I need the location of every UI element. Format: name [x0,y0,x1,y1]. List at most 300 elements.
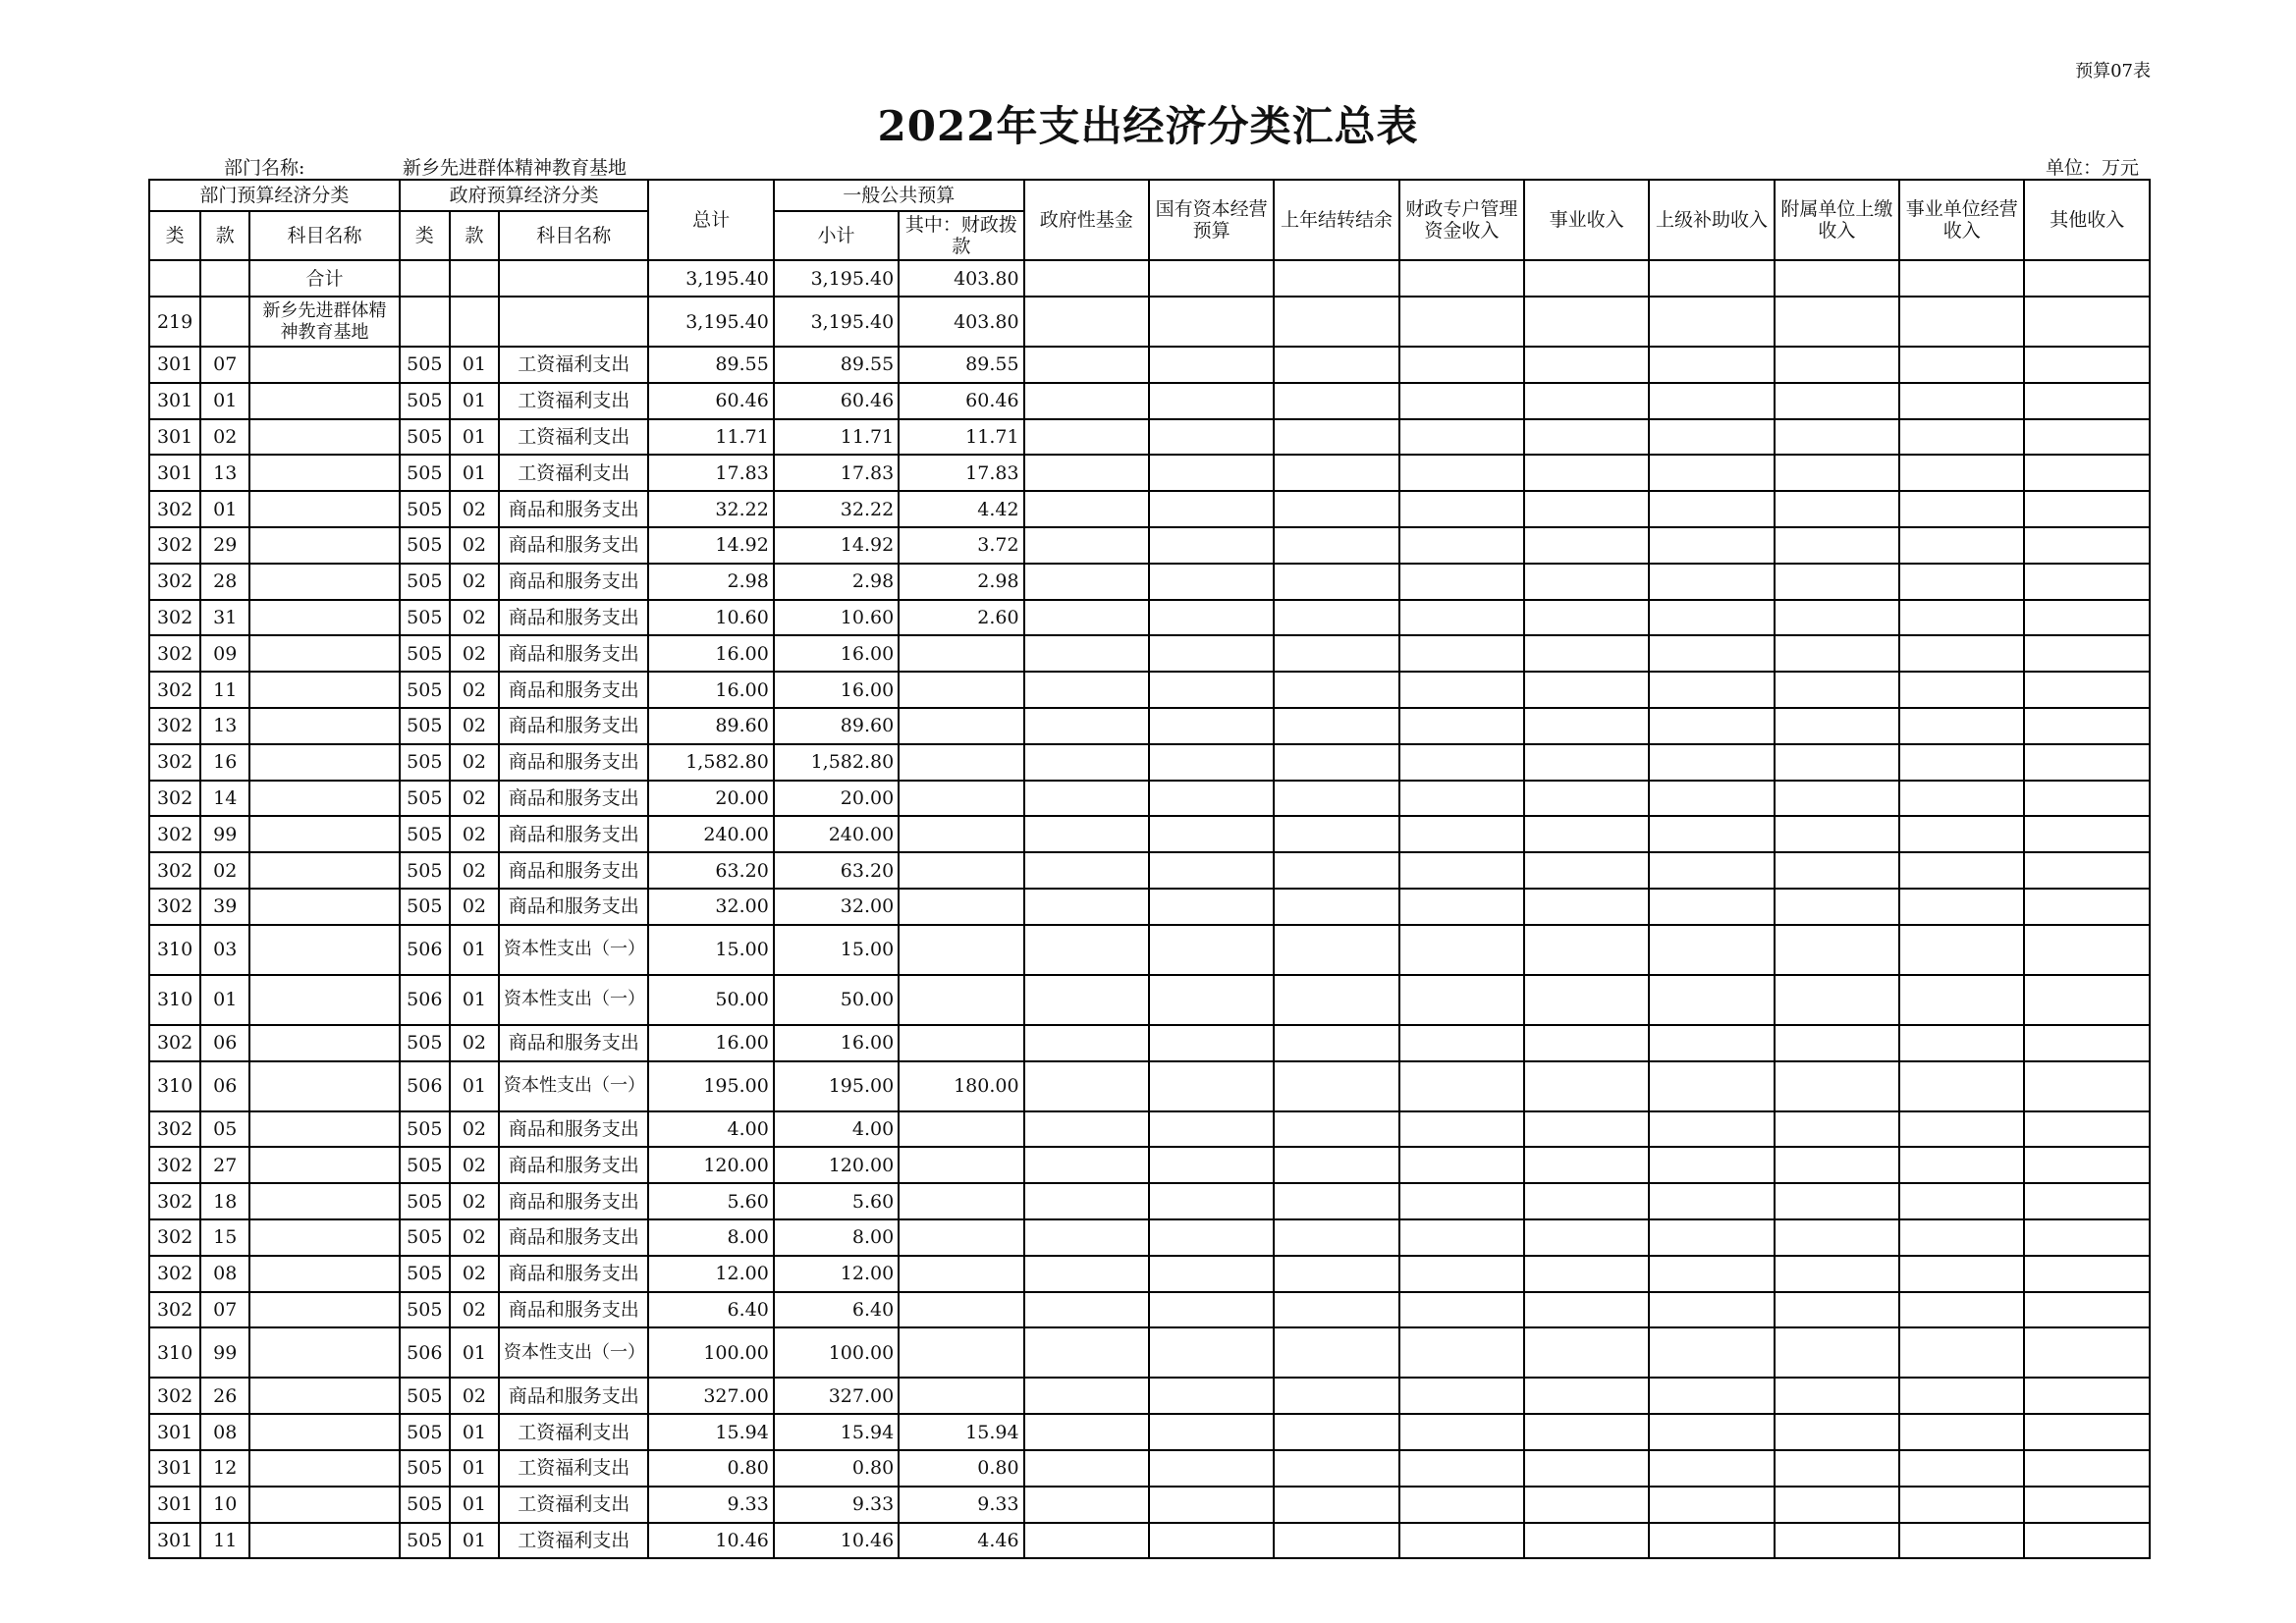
empty-cell [1649,1025,1774,1061]
table-row [149,564,2150,600]
empty-cell [1899,1487,2024,1523]
empty-cell [2024,1111,2150,1148]
row-total: 4.00 [648,1111,773,1148]
header-fiscal-allocation: 其中：财政拨款 [899,211,1023,260]
empty-cell [1775,1256,1899,1292]
empty-cell [1274,1414,1398,1450]
empty-cell [1149,672,1274,708]
empty-cell [2024,1450,2150,1487]
table-row [149,708,2150,744]
unit-subtotal: 3,195.40 [774,297,899,347]
row-total: 89.60 [648,708,773,744]
row-gov-kuan: 02 [450,1183,499,1219]
empty-cell [1149,744,1274,781]
empty-cell [1899,975,2024,1025]
empty-cell [1399,816,1524,852]
empty-cell [1649,419,1774,456]
row-lei: 302 [149,1147,200,1183]
row-gov-item-name: 商品和服务支出 [499,1183,648,1219]
row-gov-kuan: 01 [450,419,499,456]
empty-cell [1899,635,2024,672]
row-gov-item-name: 资本性支出（一） [499,1061,648,1111]
header-gov-item-name: 科目名称 [499,211,648,260]
empty-cell [1775,635,1899,672]
row-fiscal [899,672,1023,708]
row-item-name [249,1111,399,1148]
row-gov-kuan: 01 [450,1487,499,1523]
row-fiscal: 2.60 [899,600,1023,636]
row-kuan: 11 [200,672,249,708]
empty-cell [1524,975,1649,1025]
empty-cell [1274,708,1398,744]
row-fiscal [899,1183,1023,1219]
empty-cell [1274,1292,1398,1328]
row-fiscal: 180.00 [899,1061,1023,1111]
row-total: 32.22 [648,491,773,527]
empty-cell [1775,600,1899,636]
empty-cell [1899,1025,2024,1061]
row-total: 10.46 [648,1523,773,1559]
row-item-name [249,781,399,817]
empty-cell [1024,1256,1149,1292]
row-gov-lei: 505 [400,1378,450,1414]
row-fiscal [899,889,1023,925]
row-subtotal: 100.00 [774,1327,899,1378]
empty-cell [1775,527,1899,564]
row-kuan: 08 [200,1414,249,1450]
row-gov-kuan: 02 [450,781,499,817]
empty-cell [1274,975,1398,1025]
row-item-name [249,527,399,564]
empty-cell [1524,1183,1649,1219]
header-total: 总计 [648,180,773,260]
empty-cell [1399,1414,1524,1450]
row-gov-kuan: 01 [450,1414,499,1450]
table-row [149,1327,2150,1378]
empty-cell [1899,1292,2024,1328]
empty-cell [1149,1292,1274,1328]
empty-cell [1149,491,1274,527]
table-row [149,744,2150,781]
row-gov-kuan: 02 [450,708,499,744]
empty-cell [1024,1111,1149,1148]
row-total: 0.80 [648,1450,773,1487]
empty-cell [1899,455,2024,491]
row-kuan: 03 [200,925,249,975]
row-item-name [249,564,399,600]
row-fiscal: 0.80 [899,1450,1023,1487]
empty-cell [1399,1378,1524,1414]
row-kuan: 05 [200,1111,249,1148]
empty-cell [1399,527,1524,564]
empty-cell [1524,744,1649,781]
row-gov-item-name: 商品和服务支出 [499,1292,648,1328]
row-item-name [249,1414,399,1450]
unit-label: 单位：万元 [2045,157,2139,179]
row-subtotal: 1,582.80 [774,744,899,781]
row-subtotal: 16.00 [774,672,899,708]
empty-cell [1899,852,2024,889]
row-gov-lei: 505 [400,564,450,600]
form-number: 预算07表 [2075,61,2151,81]
empty-cell [1024,383,1149,419]
empty-cell [1024,1061,1149,1111]
empty-cell [1024,852,1149,889]
header-subtotal: 小计 [774,211,899,260]
row-gov-lei: 505 [400,491,450,527]
row-fiscal [899,1327,1023,1378]
row-gov-lei: 505 [400,852,450,889]
summary-row [149,260,2150,297]
row-lei: 302 [149,889,200,925]
row-gov-lei: 505 [400,1414,450,1450]
row-gov-kuan: 02 [450,744,499,781]
empty-cell [1649,925,1774,975]
empty-cell [1274,1111,1398,1148]
row-item-name [249,1183,399,1219]
row-gov-kuan: 02 [450,491,499,527]
empty-cell [1649,744,1774,781]
row-gov-lei: 505 [400,1025,450,1061]
empty-cell [1274,635,1398,672]
empty-cell [1024,419,1149,456]
row-gov-lei: 505 [400,889,450,925]
empty-cell [1775,1183,1899,1219]
empty-cell [1149,419,1274,456]
empty-cell [1274,889,1398,925]
row-kuan: 12 [200,1450,249,1487]
empty-cell [2024,1061,2150,1111]
header-item-name: 科目名称 [249,211,399,260]
unit-name: 新乡先进群体精神教育基地 [249,297,399,347]
empty-cell [1024,1219,1149,1256]
row-gov-lei: 505 [400,708,450,744]
table-row [149,527,2150,564]
row-subtotal: 89.60 [774,708,899,744]
row-subtotal: 15.94 [774,1414,899,1450]
empty-cell [2024,1219,2150,1256]
row-total: 63.20 [648,852,773,889]
row-gov-item-name: 商品和服务支出 [499,781,648,817]
row-gov-item-name: 商品和服务支出 [499,1147,648,1183]
table-row [149,455,2150,491]
row-total: 100.00 [648,1327,773,1378]
row-gov-lei: 505 [400,1111,450,1148]
empty-cell [1524,1147,1649,1183]
empty-cell [1775,852,1899,889]
row-item-name [249,1378,399,1414]
row-lei: 302 [149,1111,200,1148]
empty-cell [1775,1292,1899,1328]
row-kuan: 39 [200,889,249,925]
empty-cell [1024,1414,1149,1450]
empty-cell [1775,1025,1899,1061]
row-kuan: 27 [200,1147,249,1183]
row-item-name [249,672,399,708]
row-gov-item-name: 商品和服务支出 [499,889,648,925]
row-total: 16.00 [648,672,773,708]
empty-cell [1899,1147,2024,1183]
row-lei: 301 [149,455,200,491]
empty-cell [1149,383,1274,419]
row-gov-item-name: 工资福利支出 [499,1414,648,1450]
row-item-name [249,889,399,925]
empty-cell [1899,564,2024,600]
row-gov-item-name: 商品和服务支出 [499,672,648,708]
header-superior-subsidy: 上级补助收入 [1649,180,1774,260]
row-kuan: 29 [200,527,249,564]
empty-cell [1649,383,1774,419]
empty-cell [1524,781,1649,817]
row-gov-lei: 505 [400,527,450,564]
row-gov-lei: 505 [400,347,450,383]
header-dept-class: 部门预算经济分类 [149,180,400,211]
empty-cell [1899,383,2024,419]
row-fiscal [899,1378,1023,1414]
table-row [149,635,2150,672]
row-fiscal [899,975,1023,1025]
empty-cell [1274,744,1398,781]
empty-cell [1899,1327,2024,1378]
empty-cell [1024,527,1149,564]
empty-cell [2024,1256,2150,1292]
row-lei: 301 [149,383,200,419]
summary-subtotal: 3,195.40 [774,260,899,297]
empty-cell [1524,1025,1649,1061]
row-gov-lei: 505 [400,635,450,672]
row-kuan: 10 [200,1487,249,1523]
empty-cell [1274,1025,1398,1061]
empty-cell [1649,1450,1774,1487]
row-lei: 302 [149,1183,200,1219]
row-fiscal [899,781,1023,817]
row-lei: 302 [149,1025,200,1061]
row-kuan: 06 [200,1061,249,1111]
empty-cell [1149,1414,1274,1450]
empty-cell [1149,1378,1274,1414]
row-fiscal [899,1219,1023,1256]
empty-cell [2024,600,2150,636]
row-fiscal: 60.46 [899,383,1023,419]
empty-cell [1899,672,2024,708]
empty-cell [1274,1523,1398,1559]
row-subtotal: 15.00 [774,925,899,975]
row-gov-kuan: 02 [450,672,499,708]
empty-cell [1274,1183,1398,1219]
row-subtotal: 10.60 [774,600,899,636]
row-kuan: 26 [200,1378,249,1414]
empty-cell [1399,925,1524,975]
empty-cell [1399,975,1524,1025]
empty-cell [1399,1487,1524,1523]
summary-name: 合计 [249,260,399,297]
row-gov-kuan: 02 [450,564,499,600]
empty-cell [1775,383,1899,419]
empty-cell [1399,1450,1524,1487]
empty-cell [2024,1523,2150,1559]
row-kuan: 02 [200,419,249,456]
empty-cell [1524,1061,1649,1111]
empty-cell [1274,672,1398,708]
empty-cell [1649,672,1774,708]
table-row [149,1414,2150,1450]
empty-cell [1899,1450,2024,1487]
empty-cell [1524,491,1649,527]
row-gov-item-name: 商品和服务支出 [499,852,648,889]
row-lei: 302 [149,564,200,600]
empty-cell [1775,1111,1899,1148]
row-gov-kuan: 02 [450,1378,499,1414]
row-gov-lei: 505 [400,781,450,817]
empty-cell [1399,1025,1524,1061]
empty-cell [1899,1183,2024,1219]
empty-cell [1775,1414,1899,1450]
header-fiscal-special: 财政专户管理资金收入 [1399,180,1524,260]
empty-cell [1399,491,1524,527]
empty-cell [1399,1256,1524,1292]
row-total: 8.00 [648,1219,773,1256]
row-item-name [249,455,399,491]
row-total: 327.00 [648,1378,773,1414]
row-fiscal [899,744,1023,781]
empty-cell [1024,1327,1149,1378]
empty-cell [2024,781,2150,817]
row-fiscal: 9.33 [899,1487,1023,1523]
empty-cell [1149,1256,1274,1292]
empty-cell [1149,1450,1274,1487]
table-row [149,1111,2150,1148]
empty-cell [1274,1147,1398,1183]
empty-cell [1024,1523,1149,1559]
empty-cell [1274,1327,1398,1378]
row-lei: 302 [149,527,200,564]
empty-cell [2024,889,2150,925]
row-item-name [249,635,399,672]
row-total: 240.00 [648,816,773,852]
row-subtotal: 9.33 [774,1487,899,1523]
header-kuan: 款 [200,211,249,260]
row-gov-item-name: 工资福利支出 [499,1450,648,1487]
row-subtotal: 89.55 [774,347,899,383]
empty-cell [2024,852,2150,889]
row-gov-lei: 506 [400,975,450,1025]
summary-total: 3,195.40 [648,260,773,297]
row-subtotal: 14.92 [774,527,899,564]
empty-cell [1024,600,1149,636]
empty-cell [1274,455,1398,491]
table-row [149,347,2150,383]
empty-cell [1399,852,1524,889]
empty-cell [1399,383,1524,419]
row-gov-item-name: 商品和服务支出 [499,1256,648,1292]
empty-cell [1024,1378,1149,1414]
header-career-income: 事业收入 [1524,180,1649,260]
empty-cell [1775,347,1899,383]
empty-cell [1274,816,1398,852]
row-gov-item-name: 商品和服务支出 [499,744,648,781]
empty-cell [1524,1327,1649,1378]
summary-fiscal: 403.80 [899,260,1023,297]
empty-cell [1149,600,1274,636]
empty-cell [1524,672,1649,708]
empty-cell [1899,1378,2024,1414]
row-item-name [249,1450,399,1487]
empty-cell [1149,1061,1274,1111]
empty-cell [1524,383,1649,419]
row-lei: 302 [149,1292,200,1328]
row-item-name [249,491,399,527]
empty-cell [1899,925,2024,975]
row-fiscal: 4.42 [899,491,1023,527]
empty-cell [1024,347,1149,383]
unit-row [149,297,2150,347]
empty-cell [1524,1487,1649,1523]
empty-cell [1399,1183,1524,1219]
table-row [149,889,2150,925]
row-gov-lei: 506 [400,925,450,975]
table-row [149,1292,2150,1328]
empty-cell [1524,1414,1649,1450]
header-affiliated-income: 附属单位上缴收入 [1775,180,1899,260]
row-gov-lei: 505 [400,455,450,491]
empty-cell [1524,527,1649,564]
row-fiscal [899,816,1023,852]
empty-cell [1649,564,1774,600]
empty-cell [1024,1450,1149,1487]
empty-cell [2024,816,2150,852]
row-kuan: 07 [200,1292,249,1328]
empty-cell [1649,527,1774,564]
row-lei: 302 [149,1219,200,1256]
row-gov-kuan: 01 [450,925,499,975]
row-subtotal: 17.83 [774,455,899,491]
empty-cell [1649,1147,1774,1183]
empty-cell [1274,1219,1398,1256]
row-gov-lei: 505 [400,1487,450,1523]
row-kuan: 99 [200,816,249,852]
header-general-budget: 一般公共预算 [774,180,1024,211]
empty-cell [1149,852,1274,889]
empty-cell [1524,708,1649,744]
row-lei: 302 [149,600,200,636]
row-fiscal: 3.72 [899,527,1023,564]
row-fiscal: 4.46 [899,1523,1023,1559]
row-gov-lei: 505 [400,1219,450,1256]
row-lei: 302 [149,852,200,889]
row-fiscal [899,708,1023,744]
empty-cell [1024,1487,1149,1523]
row-fiscal [899,925,1023,975]
empty-cell [1274,925,1398,975]
row-gov-kuan: 02 [450,527,499,564]
empty-cell [1899,816,2024,852]
row-fiscal [899,635,1023,672]
empty-cell [1274,491,1398,527]
empty-cell [1274,852,1398,889]
row-item-name [249,816,399,852]
row-gov-lei: 505 [400,672,450,708]
row-item-name [249,1256,399,1292]
row-subtotal: 50.00 [774,975,899,1025]
empty-cell [1524,1292,1649,1328]
row-gov-kuan: 01 [450,1061,499,1111]
expenditure-table [148,179,2151,1559]
empty-cell [1274,347,1398,383]
empty-cell [1899,1219,2024,1256]
empty-cell [1399,708,1524,744]
row-gov-item-name: 商品和服务支出 [499,1111,648,1148]
empty-cell [1649,347,1774,383]
